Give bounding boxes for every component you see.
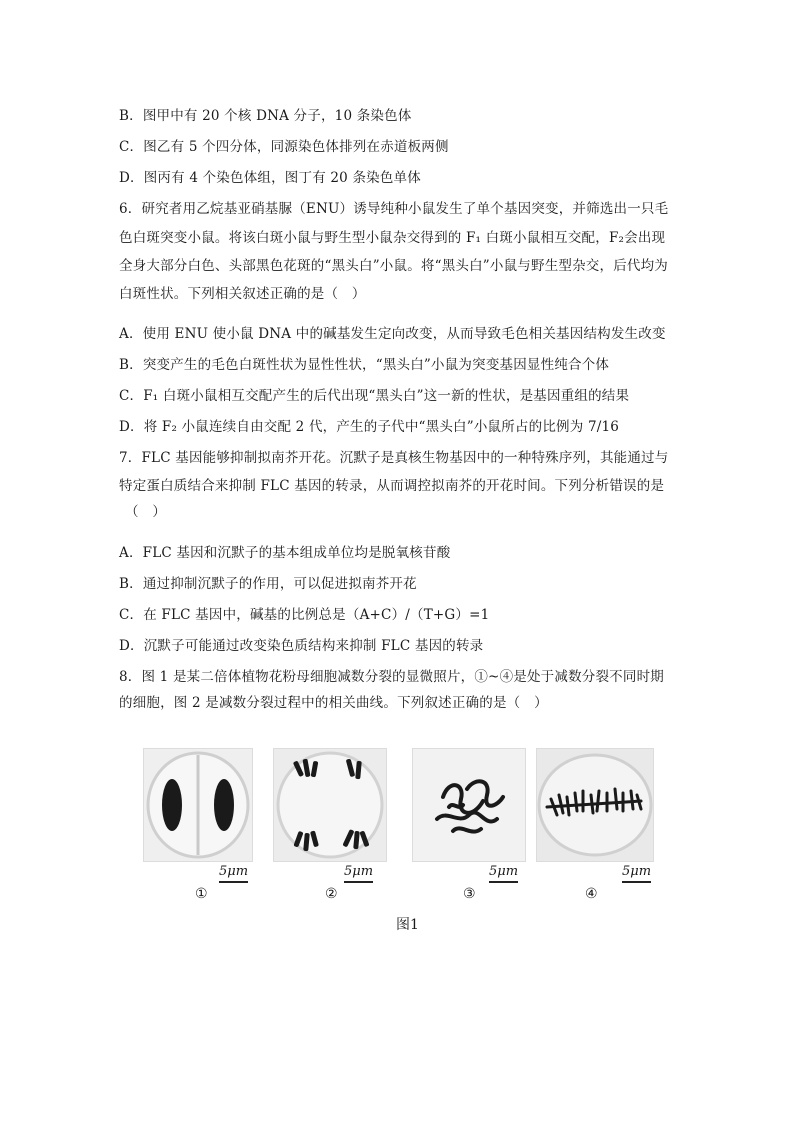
text-line: D．将 F₂ 小鼠连续自由交配 2 代，产生的子代中“黑头白”小鼠所占的比例为 7/16: [119, 419, 620, 435]
text-line: B．突变产生的毛色白斑性状为显性性状，“黑头白”小鼠为突变基因显性纯合个体: [119, 357, 610, 373]
micrograph-panel-3: [412, 748, 526, 862]
text-line: C．F₁ 白斑小鼠相互交配产生的后代出现“黑头白”这一新的性状，是基因重组的结果: [119, 388, 630, 404]
micrograph-panel-4: [536, 748, 654, 862]
text-line: 7．FLC 基因能够抑制拟南芥开花。沉默子是真核生物基因中的一种特殊序列，其能通过与: [119, 450, 669, 466]
scale-bar-2: 5μm: [344, 864, 373, 883]
text-line: 白斑性状。下列相关叙述正确的是（ ）: [119, 286, 366, 302]
scale-bar-3: 5μm: [489, 864, 518, 883]
text-line: 8．图 1 是某二倍体植物花粉母细胞减数分裂的显微照片，①~④是处于减数分裂不同时期: [119, 669, 664, 685]
text-line: （ ）: [125, 504, 167, 520]
text-line: 6．研究者用乙烷基亚硝基脲（ENU）诱导纯种小鼠发生了单个基因突变，并筛选出一只毛: [119, 201, 669, 217]
panel-label-2: ②: [325, 886, 338, 902]
text-line: D．图丙有 4 个染色体组，图丁有 20 条染色单体: [119, 170, 421, 186]
scale-bar-4: 5μm: [622, 864, 651, 883]
text-line: C．图乙有 5 个四分体，同源染色体排列在赤道板两侧: [119, 139, 449, 155]
panel-label-3: ③: [463, 886, 476, 902]
text-line: B．图甲中有 20 个核 DNA 分子，10 条染色体: [119, 108, 412, 124]
figure-caption: 图1: [396, 917, 419, 933]
micrograph-panel-1: [143, 748, 253, 862]
micrograph-panel-2: [273, 748, 387, 862]
text-line: B．通过抑制沉默子的作用，可以促进拟南芥开花: [119, 576, 417, 592]
text-line: D．沉默子可能通过改变染色质结构来抑制 FLC 基因的转录: [119, 638, 484, 654]
text-line: 色白斑突变小鼠。将该白斑小鼠与野生型小鼠杂交得到的 F₁ 白斑小鼠相互交配，F₂会出现: [119, 230, 666, 246]
text-line: 的细胞，图 2 是减数分裂过程中的相关曲线。下列叙述正确的是（ ）: [119, 695, 548, 711]
panel-label-4: ④: [585, 886, 598, 902]
text-line: 全身大部分白色、头部黑色花斑的“黑头白”小鼠。将“黑头白”小鼠与野生型杂交，后代均为: [119, 258, 669, 274]
text-line: C．在 FLC 基因中，碱基的比例总是（A+C）/（T+G）=1: [119, 607, 490, 623]
text-line: A．FLC 基因和沉默子的基本组成单位均是脱氧核苷酸: [119, 545, 451, 561]
panel-label-1: ①: [195, 886, 208, 902]
text-line: 特定蛋白质结合来抑制 FLC 基因的转录，从而调控拟南芥的开花时间。下列分析错误的是: [119, 478, 665, 494]
text-line: A．使用 ENU 使小鼠 DNA 中的碱基发生定向改变，从而导致毛色相关基因结构发生改变: [119, 326, 666, 342]
scale-bar-1: 5μm: [219, 864, 248, 883]
